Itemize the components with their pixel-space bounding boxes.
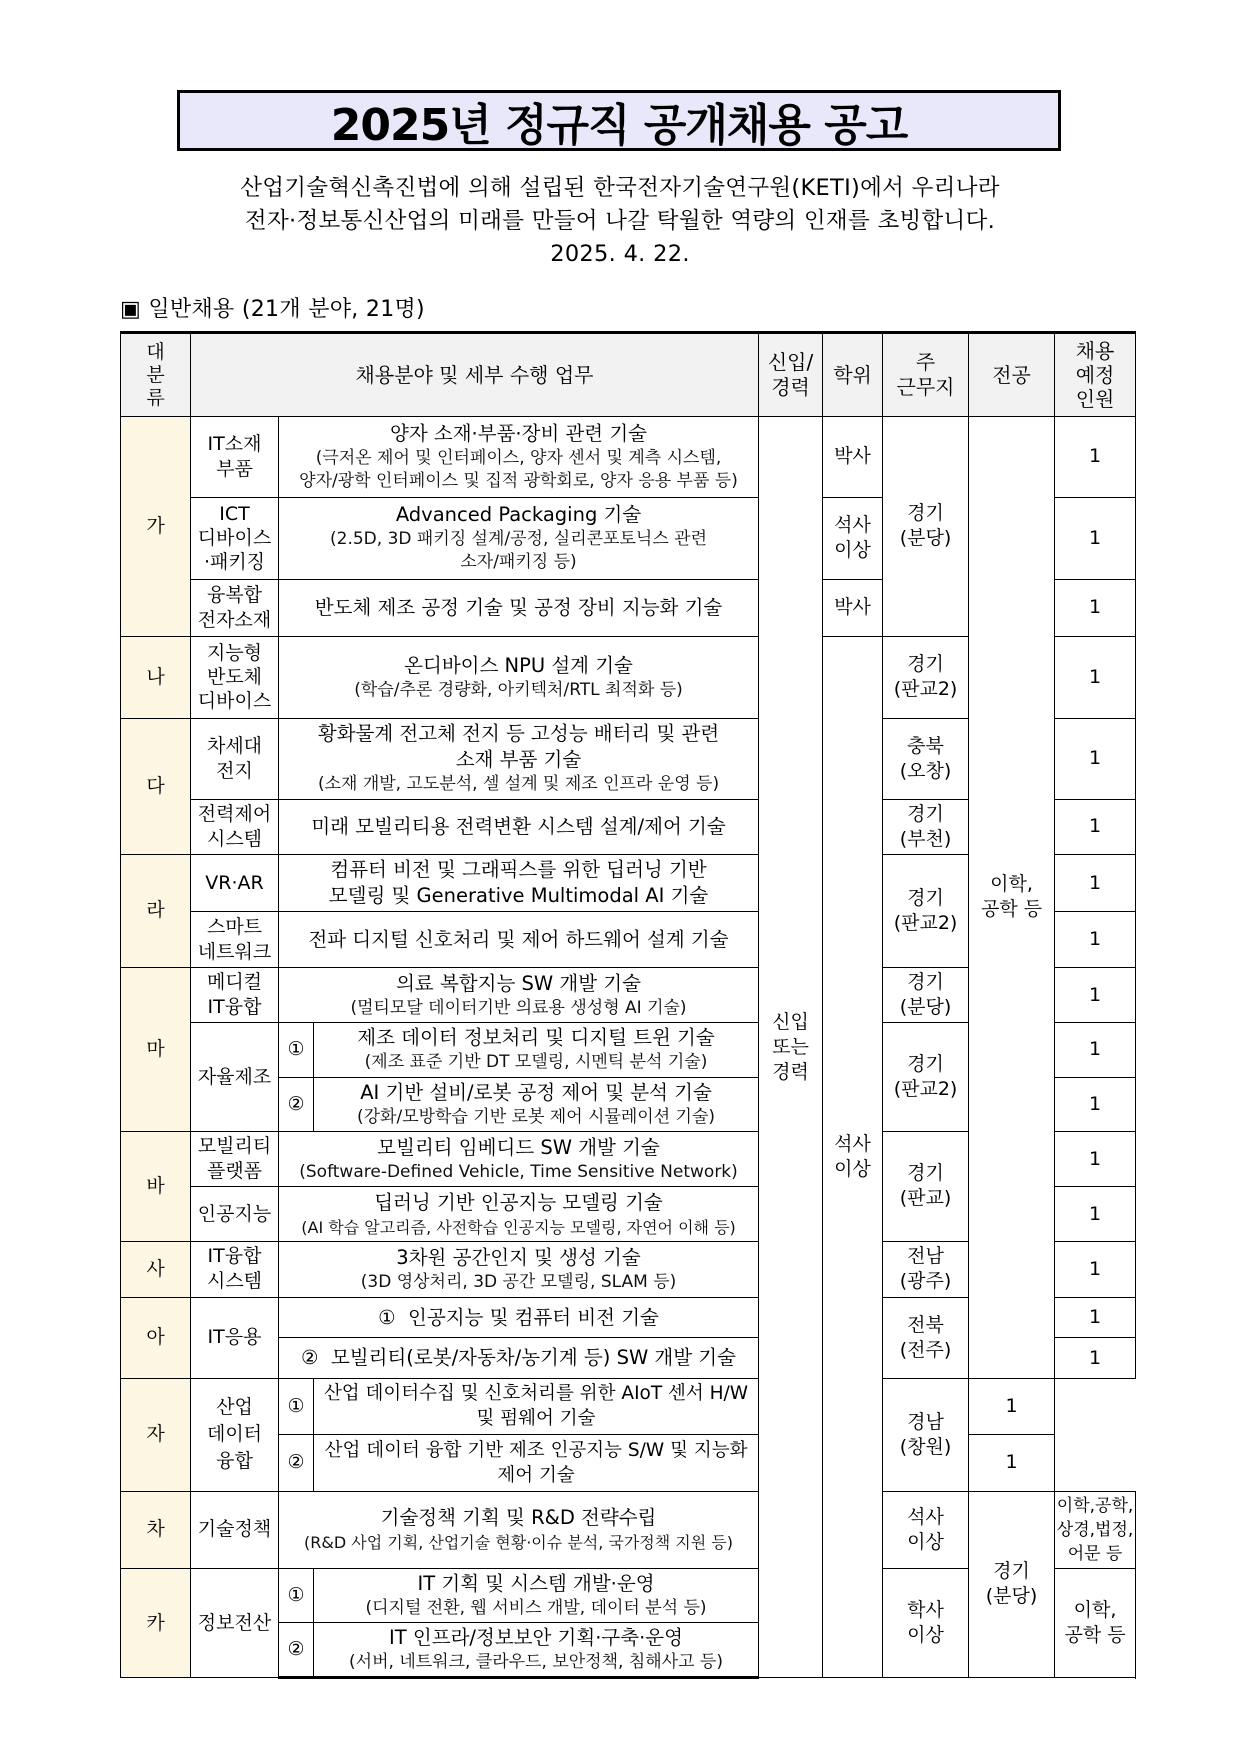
category-label: 아 (121, 1298, 191, 1379)
hire-count: 1 (1055, 1298, 1136, 1338)
duty-sub: (극저온 제어 및 인터페이스, 양자 센서 및 계측 시스템, 양자/광학 인터페이스 및 집적 광학회로, 양자 응용 부품 등) (299, 447, 738, 491)
field-name: 정보전산 (191, 1569, 279, 1678)
duty-main: 제조 데이터 정보처리 및 디지털 트윈 기술 (357, 1026, 715, 1050)
header-location: 주 근무지 (883, 333, 969, 417)
item-number: ② (279, 1077, 314, 1131)
field-name: 메디컬 IT융합 (191, 967, 279, 1022)
item-number: ② (301, 1346, 319, 1370)
field-name: IT융합 시스템 (191, 1241, 279, 1297)
hire-count: 1 (1055, 636, 1136, 719)
duty-sub: (서버, 네트워크, 클라우드, 보안정책, 침해사고 등) (349, 1652, 723, 1673)
major: 이학, 공학 등 (969, 417, 1055, 1379)
duty-main: 모빌리티 임베디드 SW 개발 기술 (377, 1135, 660, 1159)
duty-main: 산업 데이터수집 및 신호처리를 위한 AIoT 센서 H/W 및 펌웨어 기술 (323, 1383, 749, 1430)
intro-line-1: 산업기술혁신촉진법에 의해 설립된 한국전자기술연구원(KETI)에서 우리나라 (240, 175, 1000, 201)
duty-sub: (멀티모달 데이터기반 의료용 생성형 AI 기술) (350, 997, 687, 1018)
intro-text (150, 172, 1090, 271)
duty-main-text: 인공지능 및 컴퓨터 비전 기술 (408, 1305, 659, 1329)
duty-cell (279, 417, 759, 498)
duty-sub: (3D 영상처리, 3D 공간 모델링, SLAM 등) (360, 1271, 677, 1292)
hire-count: 1 (1055, 1241, 1136, 1297)
degree: 석사 이상 (883, 1491, 969, 1569)
duty-cell (279, 912, 759, 967)
major: 이학, 공학 등 (1055, 1569, 1136, 1678)
work-location: 전북 (전주) (883, 1298, 969, 1379)
header-major: 전공 (969, 333, 1055, 417)
category-label: 가 (121, 417, 191, 637)
category-label: 자 (121, 1378, 191, 1491)
duty-cell (279, 1187, 759, 1241)
field-name: ICT 디바이스 ·패키징 (191, 497, 279, 580)
duty-sub: (AI 학습 알고리즘, 사전학습 인공지능 모델링, 자연어 이해 등) (301, 1217, 736, 1237)
duty-cell (279, 580, 759, 636)
intro-line-2: 전자·정보통신산업의 미래를 만들어 나갈 탁월한 역량의 인재를 초빙합니다. (244, 208, 996, 234)
duty-sub: (제조 표준 기반 DT 모델링, 시멘틱 분석 기술) (364, 1052, 708, 1073)
field-name: 모빌리티 플랫폼 (191, 1132, 279, 1187)
duty-sub: (학습/추론 경량화, 아키텍처/RTL 최적화 등) (354, 679, 683, 700)
hire-count: 1 (1055, 855, 1136, 912)
duty-cell (314, 1023, 759, 1077)
duty-cell (279, 967, 759, 1022)
table-header-row (121, 333, 1136, 417)
field-name: IT응용 (191, 1298, 279, 1379)
duty-cell (314, 1077, 759, 1131)
duty-cell (279, 799, 759, 854)
duty-main: 황화물계 전고체 전지 등 고성능 배터리 및 관련 소재 부품 기술 (317, 722, 720, 772)
duty-cell (314, 1569, 759, 1623)
field-name: 차세대 전지 (191, 719, 279, 800)
degree: 석사 이상 (823, 636, 883, 1677)
work-location: 경기 (분당) (969, 1491, 1055, 1678)
duty-main: 컴퓨터 비전 및 그래픽스를 위한 딥러닝 기반 모델링 및 Generative Multimodal AI 기술 (328, 858, 709, 908)
work-location: 경기 (분당) (883, 967, 969, 1022)
hire-count: 1 (1055, 1187, 1136, 1241)
duty-main: 딥러닝 기반 인공지능 모델링 기술 (374, 1190, 663, 1214)
hire-count: 1 (1055, 417, 1136, 498)
work-location: 충북 (오창) (883, 719, 969, 800)
degree: 석사 이상 (823, 497, 883, 580)
hire-count: 1 (1055, 799, 1136, 854)
work-location: 경기 (부천) (883, 799, 969, 854)
duty-sub: (강화/모방학습 기반 로봇 제어 시뮬레이션 기술) (357, 1106, 716, 1127)
degree: 박사 (823, 580, 883, 636)
hire-count: 1 (969, 1435, 1055, 1491)
work-location: 전남 (광주) (883, 1241, 969, 1297)
header-type: 신입/ 경력 (759, 333, 823, 417)
duty-cell (279, 1132, 759, 1187)
item-number: ① (378, 1305, 396, 1329)
hire-count: 1 (1055, 1023, 1136, 1077)
work-location: 경기 (판교2) (883, 1023, 969, 1132)
item-number: ② (279, 1435, 314, 1491)
duty-main: 산업 데이터 융합 기반 제조 인공지능 S/W 및 지능화 제어 기술 (324, 1439, 748, 1486)
page-title: 2025년 정규직 공개채용 공고 (177, 90, 1061, 151)
duty-main: 온디바이스 NPU 설계 기술 (404, 653, 633, 677)
duty-cell (314, 1623, 759, 1678)
work-location: 경기 (분당) (883, 417, 969, 637)
duty-sub: (소재 개발, 고도분석, 셀 설계 및 제조 인프라 운영 등) (317, 774, 720, 795)
table-row (121, 417, 1136, 498)
duty-main-text: 모빌리티(로봇/자동차/농기계 등) SW 개발 기술 (330, 1346, 736, 1370)
major: 이학,공학, 상경,법정, 어문 등 (1055, 1491, 1136, 1569)
recruitment-table (120, 331, 1136, 1679)
hire-count: 1 (1055, 580, 1136, 636)
hire-count: 1 (969, 1378, 1055, 1434)
field-name: 전력제어 시스템 (191, 799, 279, 854)
duty-main: IT 인프라/정보보안 기획·구축·운영 (389, 1626, 683, 1650)
hire-count: 1 (1055, 1338, 1136, 1378)
hire-type: 신입 또는 경력 (759, 417, 823, 1678)
duty-cell (314, 1435, 759, 1491)
work-location: 경남 (창원) (883, 1378, 969, 1491)
header-degree: 학위 (823, 333, 883, 417)
duty-cell (279, 719, 759, 800)
item-number: ② (279, 1623, 314, 1678)
duty-main: AI 기반 설비/로봇 공정 제어 및 분석 기술 (360, 1080, 712, 1104)
duty-main (279, 1345, 758, 1371)
work-location: 경기 (판교2) (883, 636, 969, 719)
duty-cell (314, 1378, 759, 1434)
category-label: 라 (121, 855, 191, 968)
hire-count: 1 (1055, 967, 1136, 1022)
announcement-date: 2025. 4. 22. (550, 241, 690, 267)
category-label: 차 (121, 1491, 191, 1569)
hire-count: 1 (1055, 1132, 1136, 1187)
section-heading: ▣ 일반채용 (21개 분야, 21명) (120, 297, 425, 322)
duty-main: 양자 소재·부품·장비 관련 기술 (389, 421, 648, 445)
hire-count: 1 (1055, 719, 1136, 800)
work-location: 경기 (판교2) (883, 855, 969, 968)
hire-count: 1 (1055, 497, 1136, 580)
duty-main: IT 기획 및 시스템 개발·운영 (417, 1572, 655, 1596)
work-location: 경기 (판교) (883, 1132, 969, 1242)
field-name: 인공지능 (191, 1187, 279, 1241)
duty-sub: (R&D 사업 기획, 산업기술 현황·이슈 분석, 국가정책 지원 등) (304, 1533, 733, 1553)
duty-main: 3차원 공간인지 및 생성 기술 (396, 1245, 641, 1269)
field-name: 자율제조 (191, 1023, 279, 1132)
header-category: 대 분 류 (121, 333, 191, 417)
duty-main: 반도체 제조 공정 기술 및 공정 장비 지능화 기술 (314, 595, 723, 619)
hire-count: 1 (1055, 912, 1136, 967)
field-name: VR·AR (191, 855, 279, 912)
duty-cell (279, 1338, 759, 1378)
duty-main: 미래 모빌리티용 전력변환 시스템 설계/제어 기술 (311, 814, 726, 838)
duty-main (279, 1305, 758, 1331)
degree: 학사 이상 (883, 1569, 969, 1678)
duty-cell (279, 636, 759, 719)
duty-main: Advanced Packaging 기술 (395, 503, 642, 527)
field-name: 지능형 반도체 디바이스 (191, 636, 279, 719)
duty-main: 의료 복합지능 SW 개발 기술 (396, 971, 641, 995)
category-label: 바 (121, 1132, 191, 1242)
duty-sub: (Software-Defined Vehicle, Time Sensitive Network) (299, 1161, 738, 1182)
field-name: 융복합 전자소재 (191, 580, 279, 636)
table-row (121, 1378, 1136, 1434)
duty-cell (279, 855, 759, 912)
degree: 박사 (823, 417, 883, 498)
duty-cell (279, 497, 759, 580)
header-count: 채용 예정 인원 (1055, 333, 1136, 417)
duty-sub: (디지털 전환, 웹 서비스 개발, 데이터 분석 등) (365, 1598, 707, 1619)
duty-cell (279, 1298, 759, 1338)
category-label: 마 (121, 967, 191, 1131)
duty-main: 전파 디지털 신호처리 및 제어 하드웨어 설계 기술 (308, 927, 729, 951)
item-number: ① (279, 1023, 314, 1077)
table-row (121, 1491, 1136, 1569)
category-label: 카 (121, 1569, 191, 1678)
item-number: ① (279, 1378, 314, 1434)
category-label: 나 (121, 636, 191, 719)
hire-count: 1 (1055, 1077, 1136, 1131)
field-name: 스마트 네트워크 (191, 912, 279, 967)
duty-cell (279, 1241, 759, 1297)
duty-main: 기술정책 기획 및 R&D 전략수립 (380, 1506, 657, 1530)
field-name: IT소재 부품 (191, 417, 279, 498)
field-name: 기술정책 (191, 1491, 279, 1569)
header-field-duty: 채용분야 및 세부 수행 업무 (191, 333, 759, 417)
category-label: 사 (121, 1241, 191, 1297)
duty-sub: (2.5D, 3D 패키징 설계/공정, 실리콘포토닉스 관련 소자/패키징 등) (330, 529, 707, 573)
item-number: ① (279, 1569, 314, 1623)
field-name: 산업 데이터 융합 (191, 1378, 279, 1491)
duty-cell (279, 1491, 759, 1569)
category-label: 다 (121, 719, 191, 855)
